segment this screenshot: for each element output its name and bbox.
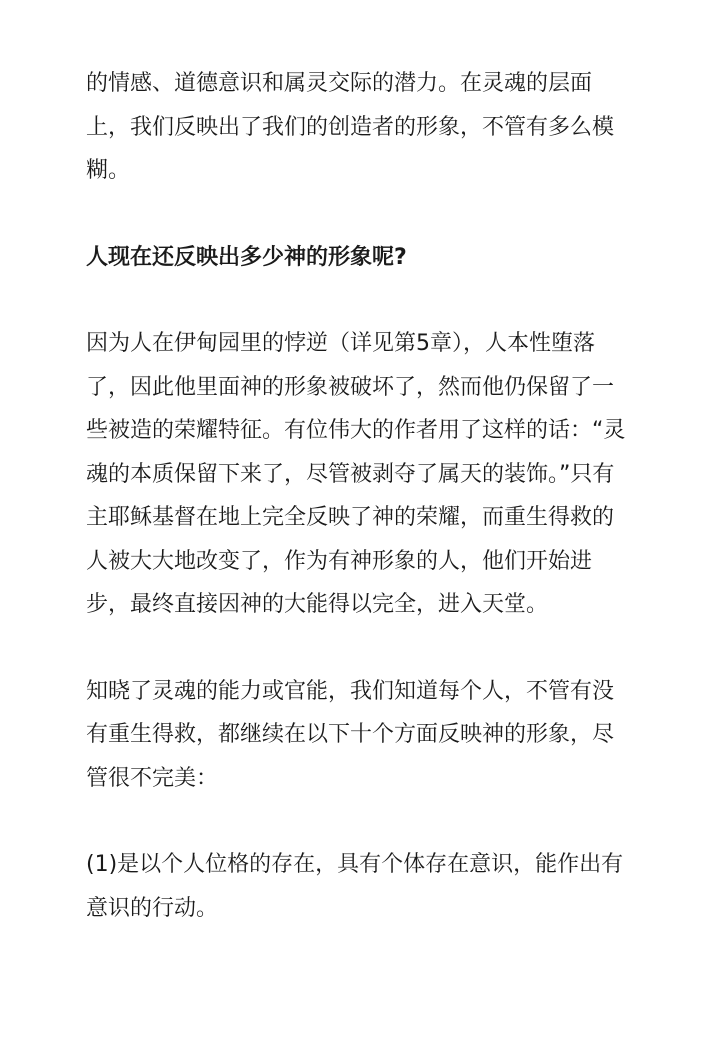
paragraph-fall: 因为人在伊甸园里的悖逆（详见第5章），人本性堕落了，因此他里面神的形象被破坏了，然而他仍保留了一些被造的荣耀特征。有位伟大的作者用了这样的话：“灵魂的本质保留下来了，尽管被剥夺了属天的装饰。”只有主耶稣基督在地上完全反映了神的荣耀，而重生得救的人被大大地改变了，作为有神形象的人，他们开始进步，最终直接因神的大能得以完全，进入天堂。 [86, 331, 626, 617]
spacer [86, 279, 634, 322]
paragraph-ten-aspects: 知晓了灵魂的能力或官能，我们知道每个人，不管有没有重生得救，都继续在以下十个方面反映神的形象，尽管很不完美： [86, 678, 615, 791]
spacer [86, 627, 634, 670]
spacer [86, 193, 634, 236]
paragraph-intro: 的情感、道德意识和属灵交际的潜力。在灵魂的层面上，我们反映出了我们的创造者的形象，不管有多么模糊。 [86, 71, 615, 183]
point-1: (1)是以个人位格的存在，具有个体存在意识，能作出有意识的行动。 [86, 852, 624, 921]
section-heading: 人现在还反映出多少神的形象呢? [86, 244, 407, 270]
article-body [86, 62, 634, 930]
spacer [86, 800, 634, 843]
